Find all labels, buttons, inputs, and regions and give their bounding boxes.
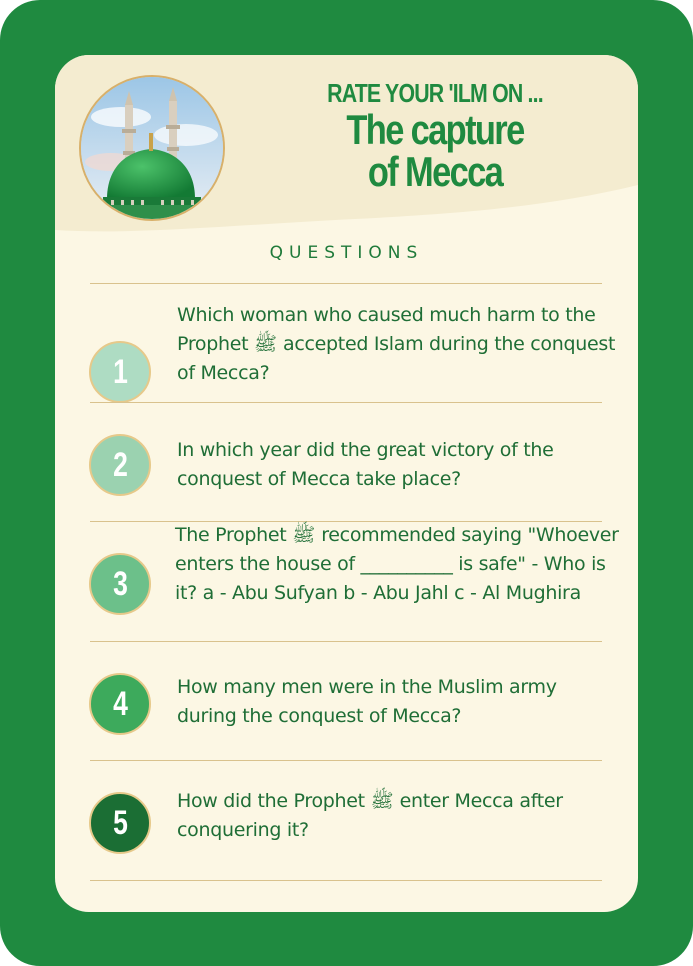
- divider: [90, 283, 602, 284]
- question-number-badge: [89, 792, 151, 854]
- question-number-badge: [89, 673, 151, 735]
- divider: [90, 760, 602, 761]
- question-number-badge: [89, 341, 151, 403]
- title-main-line2: of Mecca: [367, 148, 503, 195]
- card-title: [265, 77, 605, 193]
- question-number: 4: [112, 684, 128, 723]
- question-number-badge: [89, 553, 151, 615]
- mosque-image: [79, 75, 225, 221]
- question-text: How did the Prophet ﷺ enter Mecca after conquering it?: [177, 790, 563, 841]
- divider: [90, 402, 602, 403]
- question-number: 5: [112, 803, 128, 842]
- question-number: 1: [112, 352, 128, 391]
- question-text: Which woman who caused much harm to the Prophet ﷺ accepted Islam during the conquest of Mecca?: [177, 304, 616, 384]
- card-body: [55, 55, 638, 912]
- question-number-badge: [89, 434, 151, 496]
- divider: [90, 641, 602, 642]
- title-kicker: RATE YOUR 'ILM ON ...: [327, 78, 543, 108]
- questions-heading: QUESTIONS: [269, 243, 424, 263]
- question-text: In which year did the great victory of the conquest of Mecca take place?: [177, 439, 554, 490]
- green-dome-icon: [81, 77, 223, 219]
- question-number: 3: [112, 564, 128, 603]
- question-text: The Prophet ﷺ recommended saying "Whoever enters the house of __________ is safe" - Who is it? a - Abu Sufyan b - Abu Jahl c - Al Mughira: [175, 524, 619, 604]
- divider: [90, 880, 602, 881]
- question-number: 2: [112, 445, 128, 484]
- title-main-line1: The capture: [346, 106, 524, 153]
- question-text: How many men were in the Muslim army during the conquest of Mecca?: [177, 676, 557, 727]
